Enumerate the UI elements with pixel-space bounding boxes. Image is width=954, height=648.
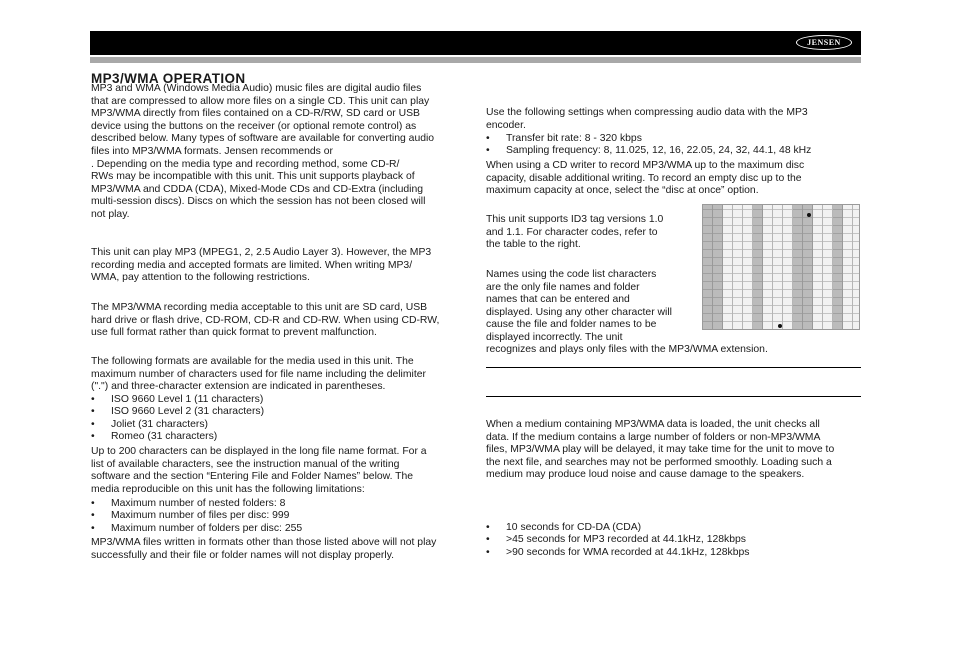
filenames-paragraph: Names using the code list characters are the only file names and folder names that can be entered and displayed. Using any other character will cause the file and folder names to be displayed incorrectly. The unit (486, 269, 672, 343)
section-title: MP3/WMA OPERATION (91, 71, 246, 86)
list-item: • >45 seconds for MP3 recorded at 44.1kHz, 128kbps (486, 534, 862, 546)
list-item: • 10 seconds for CD-DA (CDA) (486, 522, 862, 534)
list-item: • ISO 9660 Level 1 (11 characters) (91, 394, 466, 406)
header-divider (90, 57, 861, 63)
table-shaded-column (833, 205, 843, 329)
jensen-logo: JENSEN (796, 35, 852, 50)
list-item: • Joliet (31 characters) (91, 419, 466, 431)
list-item: • Maximum number of folders per disc: 255 (91, 523, 466, 535)
id3-paragraph: This unit supports ID3 tag versions 1.0 and 1.1. For character codes, refer to the table to the right. (486, 214, 664, 251)
encoder-settings-paragraph: Use the following settings when compressing audio data with the MP3 encoder. (486, 107, 808, 131)
list-item: • Maximum number of files per disc: 999 (91, 510, 466, 522)
list-item: • >90 seconds for WMA recorded at 44.1kHz, 128kbps (486, 547, 862, 559)
table-shaded-column (703, 205, 723, 329)
list-item: • ISO 9660 Level 2 (31 characters) (91, 406, 466, 418)
list-item: • Maximum number of nested folders: 8 (91, 498, 466, 510)
recording-media-paragraph: The MP3/WMA recording media acceptable to this unit are SD card, USB hard drive or flash drive, CD-ROM, CD-R and CD-RW. When using CD-RW, use full format rather than quick format to prevent malfunction. (91, 302, 440, 339)
long-filename-paragraph: Up to 200 characters can be displayed in the long file name format. For a list of available characters, see the instruction manual of the writing software and the section “Entering File and Folder Names” below. The media reproducible on this unit has the following limitations: (91, 446, 427, 495)
extension-paragraph: recognizes and plays only files with the MP3/WMA extension. (486, 344, 768, 355)
list-item: • Sampling frequency: 8, 11.025, 12, 16, 22.05, 24, 32, 44.1, 48 kHz (486, 145, 862, 157)
divider-line (486, 367, 861, 368)
format-list (91, 394, 466, 444)
loading-paragraph: When a medium containing MP3/WMA data is loaded, the unit checks all data. If the medium contains a large number of folders or non-MP3/WMA files, MP3/WMA play will be delayed, it may take time for the unit to move to the next file, and searches may not be performed smoothly. Loading such a medium may produce loud noise and cause damage to the speakers. (486, 419, 835, 481)
table-shaded-column (753, 205, 763, 329)
settings-list (486, 133, 862, 158)
character-code-table-image (702, 204, 860, 330)
unsupported-formats-paragraph: MP3/WMA files written in formats other than those listed above will not play successfully and their file or folder names will not display properly. (91, 537, 437, 561)
list-item: • Transfer bit rate: 8 - 320 kbps (486, 133, 862, 145)
table-mark (778, 324, 782, 328)
divider-line (486, 396, 861, 397)
list-item: • Romeo (31 characters) (91, 431, 466, 443)
mp3-formats-paragraph: This unit can play MP3 (MPEG1, 2, 2.5 Audio Layer 3). However, the MP3 recording media and accepted formats are limited. When writing MP3/ WMA, pay attention to the following restrictions. (91, 247, 432, 284)
header-bar (90, 31, 861, 55)
limits-list (91, 498, 466, 535)
table-shaded-column (793, 205, 813, 329)
cd-writer-paragraph: When using a CD writer to record MP3/WMA up to the maximum disc capacity, disable additional writing. To record an empty disc up to the maximum capacity at once, select the “disc at once” option. (486, 160, 805, 197)
load-times-list (486, 522, 862, 559)
intro-paragraph: MP3 and WMA (Windows Media Audio) music files are digital audio files that are compressed to allow more files on a single CD. This unit can play MP3/WMA directly from files contained on a CD-R/RW, SD card or USB device using the buttons on the receiver (or optional remote control) as described below. Many types of software are available for converting audio files into MP3/WMA formats. Jensen recommends or . Depending on the media type and recording method, some CD-R/ RWs may be incompatible with this unit. This unit supports playback of MP3/WMA and CDDA (CDA), Mixed-Mode CDs and CD-Extra (including multi-session discs). Discs on which the session has not been closed will not play. (91, 83, 435, 220)
file-format-paragraph: The following formats are available for the media used in this unit. The maximum number of characters used for file name including the delimiter (".") and three-character extension are indicated in parentheses. (91, 356, 426, 393)
table-mark (807, 213, 811, 217)
